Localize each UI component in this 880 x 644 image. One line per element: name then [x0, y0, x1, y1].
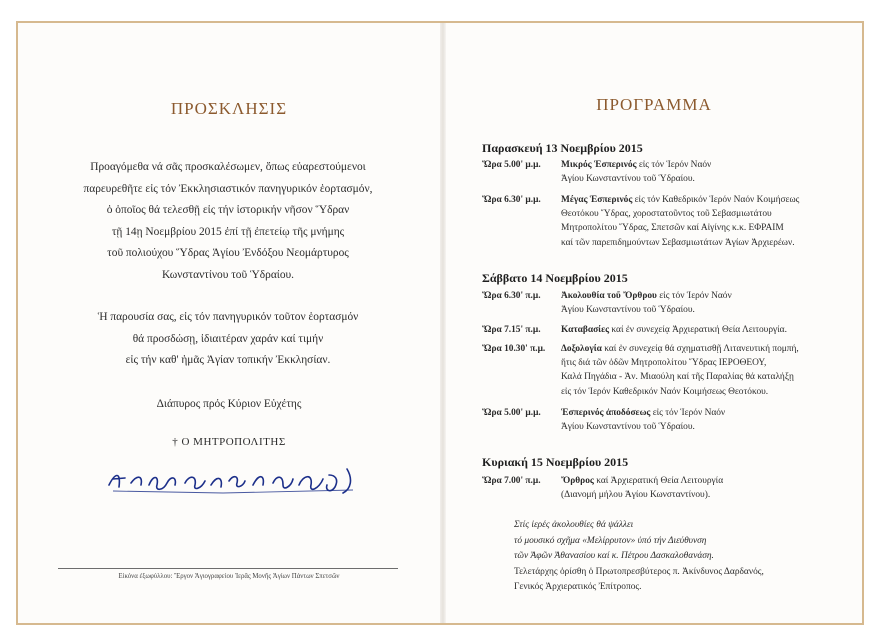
- event-text: [561, 342, 851, 399]
- metropolitan-title: † Ο ΜΗΤΡΟΠΟΛΙΤΗΣ: [172, 436, 286, 448]
- event-name: Δοξολογία: [561, 344, 602, 354]
- event-desc: Μητροπολίτου Ὕδρας, Σπετσῶν καί Αἰγίνης κ.κ. ΕΦΡΑΙΜ: [561, 223, 784, 234]
- invitation-page: [18, 23, 440, 623]
- invitation-title: ΠΡΟΣΚΛΗΣΙΣ: [170, 99, 288, 118]
- event-desc: εἰς τόν Ἱερόν Καθεδρικόν Ναόν Κοιμήσεως Θεοτόκου.: [561, 386, 769, 397]
- invitation-paragraph-2: [38, 307, 418, 372]
- note-line: τό μουσικό σχῆμα «Μελίρρυτον» ὑπό τήν Διεύθυνση: [514, 535, 707, 546]
- event-desc: εἰς τόν Ἱερόν Ναόν: [650, 408, 726, 418]
- invitation-line: τοῦ πολιούχου Ὕδρας Ἁγίου Ἐνδόξου Νεομάρτυρος: [107, 247, 349, 260]
- event-desc: καί Ἀρχιερατική Θεία Λειτουργία: [593, 476, 724, 486]
- invitation-line: Ἡ παρουσία σας, εἰς τόν πανηγυρικόν τοῦτον ἑορτασμόν: [97, 311, 359, 323]
- invitation-line: τῇ 14ῃ Νοεμβρίου 2015 ἐπί τῇ ἐπετείῳ τῆς μνήμης: [111, 225, 345, 238]
- event-desc: Θεοτόκου Ὕδρας, χοροστατοῦντος τοῦ Σεβασμιωτάτου: [561, 209, 772, 220]
- event-text: [561, 193, 851, 250]
- event-time: Ὥρα 5.00' μ.μ.: [482, 408, 541, 418]
- event-desc: Ἁγίου Κωνσταντίνου τοῦ Ὑδραίου.: [561, 422, 695, 433]
- day-heading: Κυριακή 15 Νοεμβρίου 2015: [482, 455, 629, 469]
- invitation-line: θά προσδώσῃ, ἰδιαιτέραν χαράν καί τιμήν: [132, 332, 324, 345]
- event-name: Μέγας Ἑσπερινός: [561, 195, 633, 205]
- note-line: Στίς ἱερές ἀκολουθίες θά ψάλλει: [514, 520, 634, 530]
- event-desc: Ἁγίου Κωνσταντίνου τοῦ Ὑδραίου.: [561, 174, 695, 185]
- event-desc: Καλά Πηγάδια - Ἀν. Μιαούλη καί τῆς Παραλίας θά καταλήξῃ: [561, 372, 794, 383]
- event-text: [561, 406, 851, 434]
- event-desc: εἰς τόν Καθεδρικόν Ἱερόν Ναόν Κοιμήσεως: [632, 195, 800, 205]
- invitation-line: Κωνσταντίνου τοῦ Ὑδραίου.: [161, 268, 295, 281]
- signoff: Διάπυρος πρός Κύριον Εὐχέτης: [156, 398, 302, 410]
- event-text: [561, 158, 851, 186]
- handwritten-signature: [103, 463, 363, 497]
- event-desc: ἥτις διά τῶν ὁδῶν Μητροπολίτου Ὕδρας ΙΕΡΟΘΕΟΥ,: [561, 358, 767, 369]
- event-time: Ὥρα 7.00' π.μ.: [482, 476, 541, 486]
- programme-page: [446, 23, 862, 623]
- event-name: Ἀκολουθία τοῦ Ὄρθρου: [561, 291, 657, 301]
- event-name: Ἑσπερινός ἀποδόσεως: [561, 408, 651, 418]
- programme-title: ΠΡΟΓΡΑΜΜΑ: [596, 95, 712, 114]
- event-text: [561, 323, 851, 337]
- event-name: Καταβασίες: [561, 325, 610, 335]
- cover-credit: Εἰκόνα ἐξωφύλλου: Ἔργον Ἁγιογραφείου Ἱερᾶς Μονῆς Ἁγίων Πάντων Σπετσῶν: [118, 573, 340, 580]
- event-time: Ὥρα 6.30' π.μ.: [482, 291, 541, 301]
- event-text: [561, 474, 851, 502]
- choir-note: [514, 518, 834, 596]
- day-heading: Παρασκευή 13 Νοεμβρίου 2015: [482, 141, 643, 155]
- event-desc: καί ἐν συνεχείᾳ θά σχηματισθῇ Λιτανευτική πομπή,: [601, 344, 799, 354]
- organizer-line: Γενικός Ἀρχιερατικός Ἐπίτροπος.: [514, 582, 642, 592]
- invitation-card: [16, 21, 864, 625]
- invitation-paragraph-1: [38, 157, 418, 287]
- event-desc: καί ἐν συνεχείᾳ Ἀρχιερατική Θεία Λειτουργία.: [609, 325, 787, 335]
- event-desc: Ἁγίου Κωνσταντίνου τοῦ Ὑδραίου.: [561, 305, 695, 316]
- event-name: Μικρός Ἑσπερινός: [561, 160, 637, 170]
- note-line: τῶν Ἀφῶν Ἀθανασίου καί κ. Πέτρου Δασκαλοθανάση.: [514, 551, 714, 561]
- event-time: Ὥρα 6.30' μ.μ.: [482, 195, 541, 205]
- event-text: [561, 289, 851, 317]
- event-desc: εἰς τόν Ἱερόν Ναόν: [656, 291, 732, 301]
- event-desc: (Διανομή μήλου Ἁγίου Κωνσταντίνου).: [561, 490, 711, 501]
- day-heading: Σάββατο 14 Νοεμβρίου 2015: [482, 271, 628, 285]
- event-name: Ὄρθρος: [561, 476, 594, 486]
- invitation-line: ὁ ὁποῖος θά τελεσθῇ εἰς τήν ἱστορικήν νῆσον Ὕδραν: [106, 204, 350, 217]
- footer-rule: [58, 568, 398, 569]
- event-time: Ὥρα 10.30' π.μ.: [482, 344, 546, 354]
- invitation-line: παρευρεθῆτε εἰς τόν Ἐκκλησιαστικόν πανηγυρικόν ἑορτασμόν,: [83, 182, 373, 195]
- event-time: Ὥρα 7.15' π.μ.: [482, 325, 541, 335]
- invitation-line: Προαγόμεθα νά σᾶς προσκαλέσωμεν, ὅπως εὐαρεστούμενοι: [90, 161, 366, 173]
- event-time: Ὥρα 5.00' μ.μ.: [482, 160, 541, 170]
- event-desc: καί τῶν παρεπιδημούντων Σεβασμιωτάτων Ἁγίων Ἀρχιερέων.: [561, 237, 795, 248]
- event-desc: εἰς τόν Ἱερόν Ναόν: [636, 160, 712, 170]
- organizer-line: Τελετάρχης ὁρίσθη ὁ Πρωτοπρεσβύτερος π. Ἀκίνδυνος Δαρδανός,: [514, 566, 764, 577]
- invitation-line: εἰς τήν καθ' ἡμᾶς Ἁγίαν τοπικήν Ἐκκλησίαν.: [125, 354, 331, 367]
